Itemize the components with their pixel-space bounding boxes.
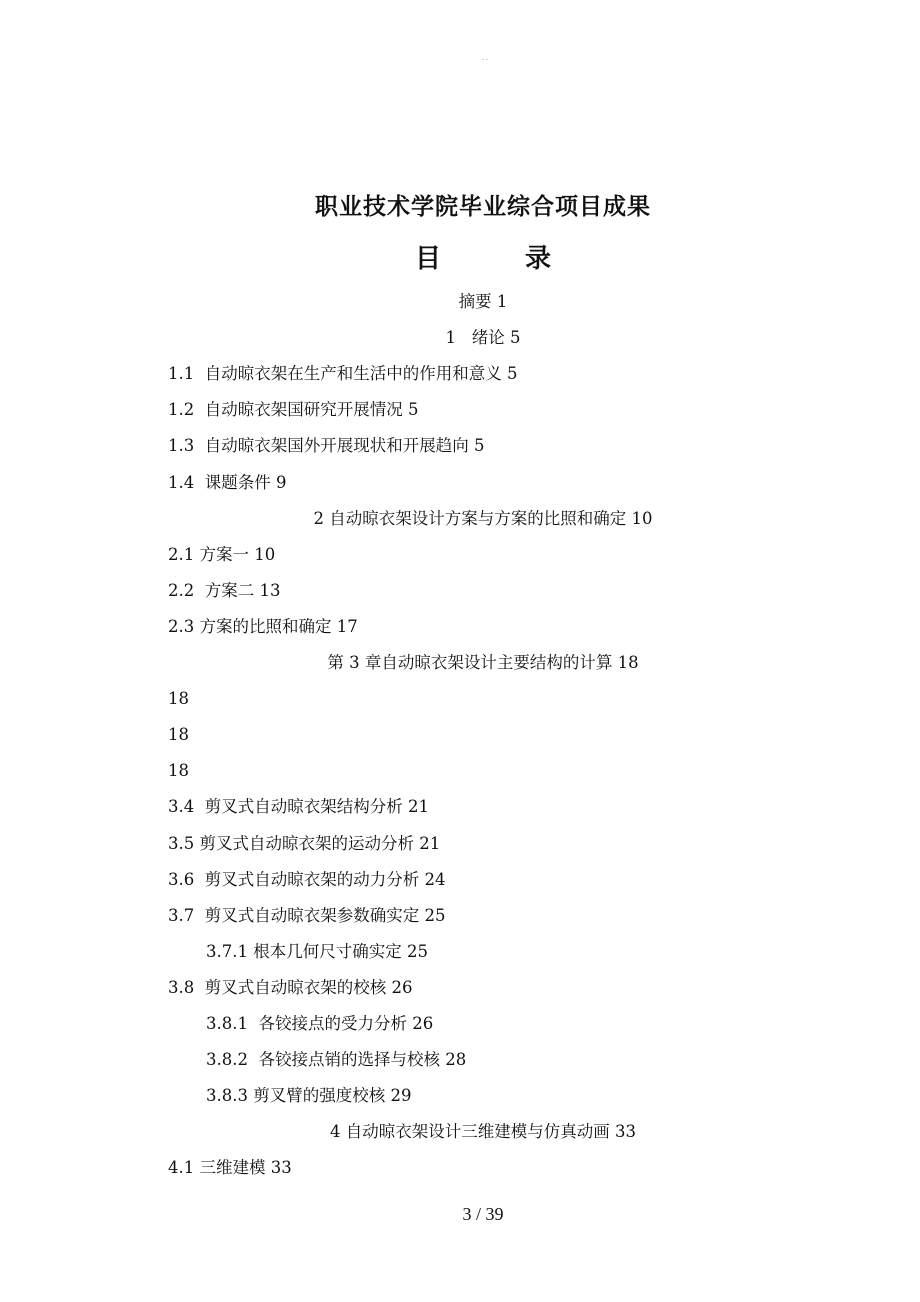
toc-entry[interactable]: 2.1 方案一 10 <box>168 544 276 564</box>
toc-heading <box>0 238 920 275</box>
header-mark: - - <box>482 56 488 63</box>
toc-entry[interactable]: 3.8.3 剪叉臂的强度校核 29 <box>206 1086 412 1106</box>
toc-entry[interactable]: 2.3 方案的比照和确定 17 <box>168 616 358 636</box>
toc-entry[interactable]: 1.1 自动晾衣架在生产和生活中的作用和意义 5 <box>168 364 518 384</box>
toc-entry[interactable]: 18 <box>168 725 189 745</box>
toc-entry[interactable]: 3.7 剪叉式自动晾衣架参数确实定 25 <box>168 905 446 925</box>
toc-entry[interactable]: 18 <box>168 761 189 781</box>
toc-entry[interactable]: 第 3 章自动晾衣架设计主要结构的计算 18 <box>327 653 639 672</box>
toc-entry[interactable]: 4.1 三维建模 33 <box>168 1158 292 1178</box>
page-number: 3 / 39 <box>462 1204 504 1224</box>
toc-entry[interactable]: 3.5 剪叉式自动晾衣架的运动分析 21 <box>168 833 441 853</box>
toc-entry[interactable]: 1.3 自动晾衣架国外开展现状和开展趋向 5 <box>168 436 485 456</box>
toc-entry[interactable]: 3.6 剪叉式自动晾衣架的动力分析 24 <box>168 869 446 889</box>
toc-entry[interactable]: 2.2 方案二 13 <box>168 580 281 600</box>
toc-entry[interactable]: 3.7.1 根本几何尺寸确实定 25 <box>206 941 428 961</box>
toc-entry[interactable]: 3.8.2 各铰接点销的选择与校核 28 <box>206 1050 467 1070</box>
toc-entry[interactable]: 1.2 自动晾衣架国研究开展情况 5 <box>168 400 419 420</box>
toc-entry[interactable]: 3.8.1 各铰接点的受力分析 26 <box>206 1014 434 1033</box>
toc-entry[interactable]: 1 绪论 5 <box>445 328 521 348</box>
toc-entry[interactable]: 1.4 课题条件 9 <box>168 472 287 492</box>
toc-entry[interactable]: 3.4 剪叉式自动晾衣架结构分析 21 <box>168 797 429 817</box>
toc-entry[interactable]: 4 自动晾衣架设计三维建模与仿真动画 33 <box>330 1122 636 1142</box>
toc-entry[interactable]: 2 自动晾衣架设计方案与方案的比照和确定 10 <box>313 508 653 528</box>
toc-entry[interactable]: 摘要 1 <box>458 292 508 311</box>
toc-heading-char-2: 录 <box>525 244 552 274</box>
toc-heading-char-1: 目 <box>414 244 441 274</box>
toc-entry[interactable]: 18 <box>168 689 189 709</box>
toc-entry[interactable]: 3.8 剪叉式自动晾衣架的校核 26 <box>168 977 413 997</box>
document-title: 职业技术学院毕业综合项目成果 <box>315 193 651 220</box>
